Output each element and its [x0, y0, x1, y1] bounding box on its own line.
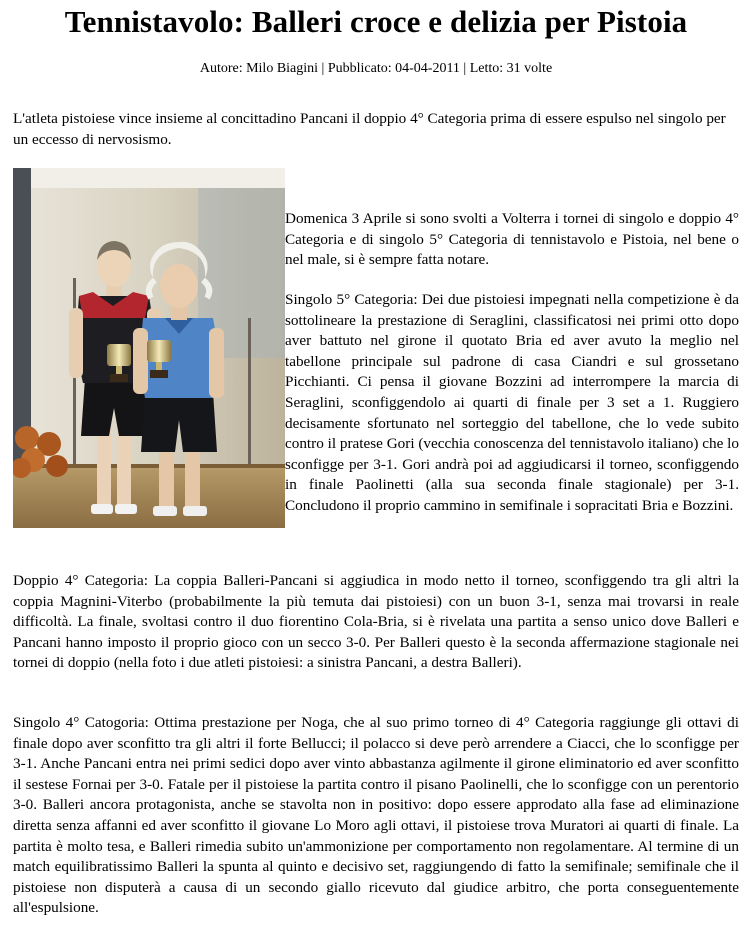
- article-photo: [13, 168, 285, 528]
- photo-illustration: [13, 168, 285, 528]
- article-meta: Autore: Milo Biagini | Pubblicato: 04-04-2011 | Letto: 31 volte: [199, 61, 553, 76]
- article-intro: L'atleta pistoiese vince insieme al concittadino Pancani il doppio 4° Categoria prima di essere espulso nel singolo per un eccesso di nervosismo.: [13, 110, 726, 148]
- paragraph-singolo-5: Singolo 5° Categoria: Dei due pistoiesi impegnati nella competizione è da sottolineare la prestazione di Seraglini, classificatosi nei primi otto dopo aver battuto nel girone il quotato Bria ed aver avuto la meglio nel tabellone principale sul padrone di casa Ciandri e sul grossetano Picchianti. Ci pensa il giovane Bozzini ad interrompere la marcia di Seraglini, sconfiggendolo ai quarti di finale per 3 set a 1. Ruggiero decisamente sfortunato nel sorteggio del tabellone, che lo vede subito contro il pratese Gori (vecchia conoscenza del tennistavolo italiano) che lo sconfigge per 3-1. Gori andrà poi ad aggiudicarsi il torneo, sconfiggendo in finale Paolinetti (alla sua seconda finale stagionale) per 3-1. Concludono il proprio cammino in semifinale i sopracitati Bria e Bozzini.: [285, 291, 739, 514]
- paragraph-singolo-4: Singolo 4° Catogoria: Ottima prestazione per Noga, che al suo primo torneo di 4° Categoria raggiunge gli ottavi di finale dopo aver sconfitto tra gli altri il forte Bellucci; il polacco si deve però arrendere a Ciacci, che lo sconfigge per 3-1. Anche Pancani entra nei primi sedici dopo aver vinto abbastanza agilmente il girone eliminatorio ed aver sconfitto il sestese Fornai per 3-0. Fatale per il pistoiese la partita contro il pisano Paolinelli, che lo sconfigge con un perentorio 3-0. Balleri ancora protagonista, anche se stavolta non in positivo: dopo essere approdato alla fase ad eliminazione diretta senza affanni ed aver sconfitto il giovane Lo Moro agli ottavi, il pistoiese trova Muratori ai quarti di finale. La partita è molto tesa, e Balleri rimedia subito un'ammonizione per comportamento non regolamentare. Al termine di un match equilibratissimo Balleri la spunta al quinto e decisivo set, raggiungendo di fatto la semifinale; semifinale che il pistoiese non disputerà a causa di un secondo giallo ricevuto dal giudice arbitro, che porta conseguentemente all'espulsione.: [13, 714, 739, 917]
- article-title: Tennistavolo: Balleri croce e delizia per Pistoia: [64, 4, 688, 39]
- paragraph-doppio-4: Doppio 4° Categoria: La coppia Balleri-Pancani si aggiudica in modo netto il torneo, sconfiggendo tra gli altri la coppia Magnini-Viterbo (probabilmente la più temuta dai pistoiesi) con un buon 3-1, senza mai trovarsi in reale difficoltà. La finale, svoltasi contro il duo fiorentino Cola-Bria, si è rivelata una partita a senso unico dove Balleri e Pancani hanno imposto il proprio gioco con un secco 3-0. Per Balleri questo è la seconda affermazione stagionale nei tornei di doppio (nella foto i due atleti pistoiesi: a sinistra Pancani, a destra Balleri).: [13, 572, 739, 672]
- paragraph-intro-event: Domenica 3 Aprile si sono svolti a Volterra i tornei di singolo e doppio 4° Categoria e di singolo 5° Categoria di tennistavolo e Pistoia, nel bene o nel male, si è sempre fatta notare.: [285, 210, 739, 269]
